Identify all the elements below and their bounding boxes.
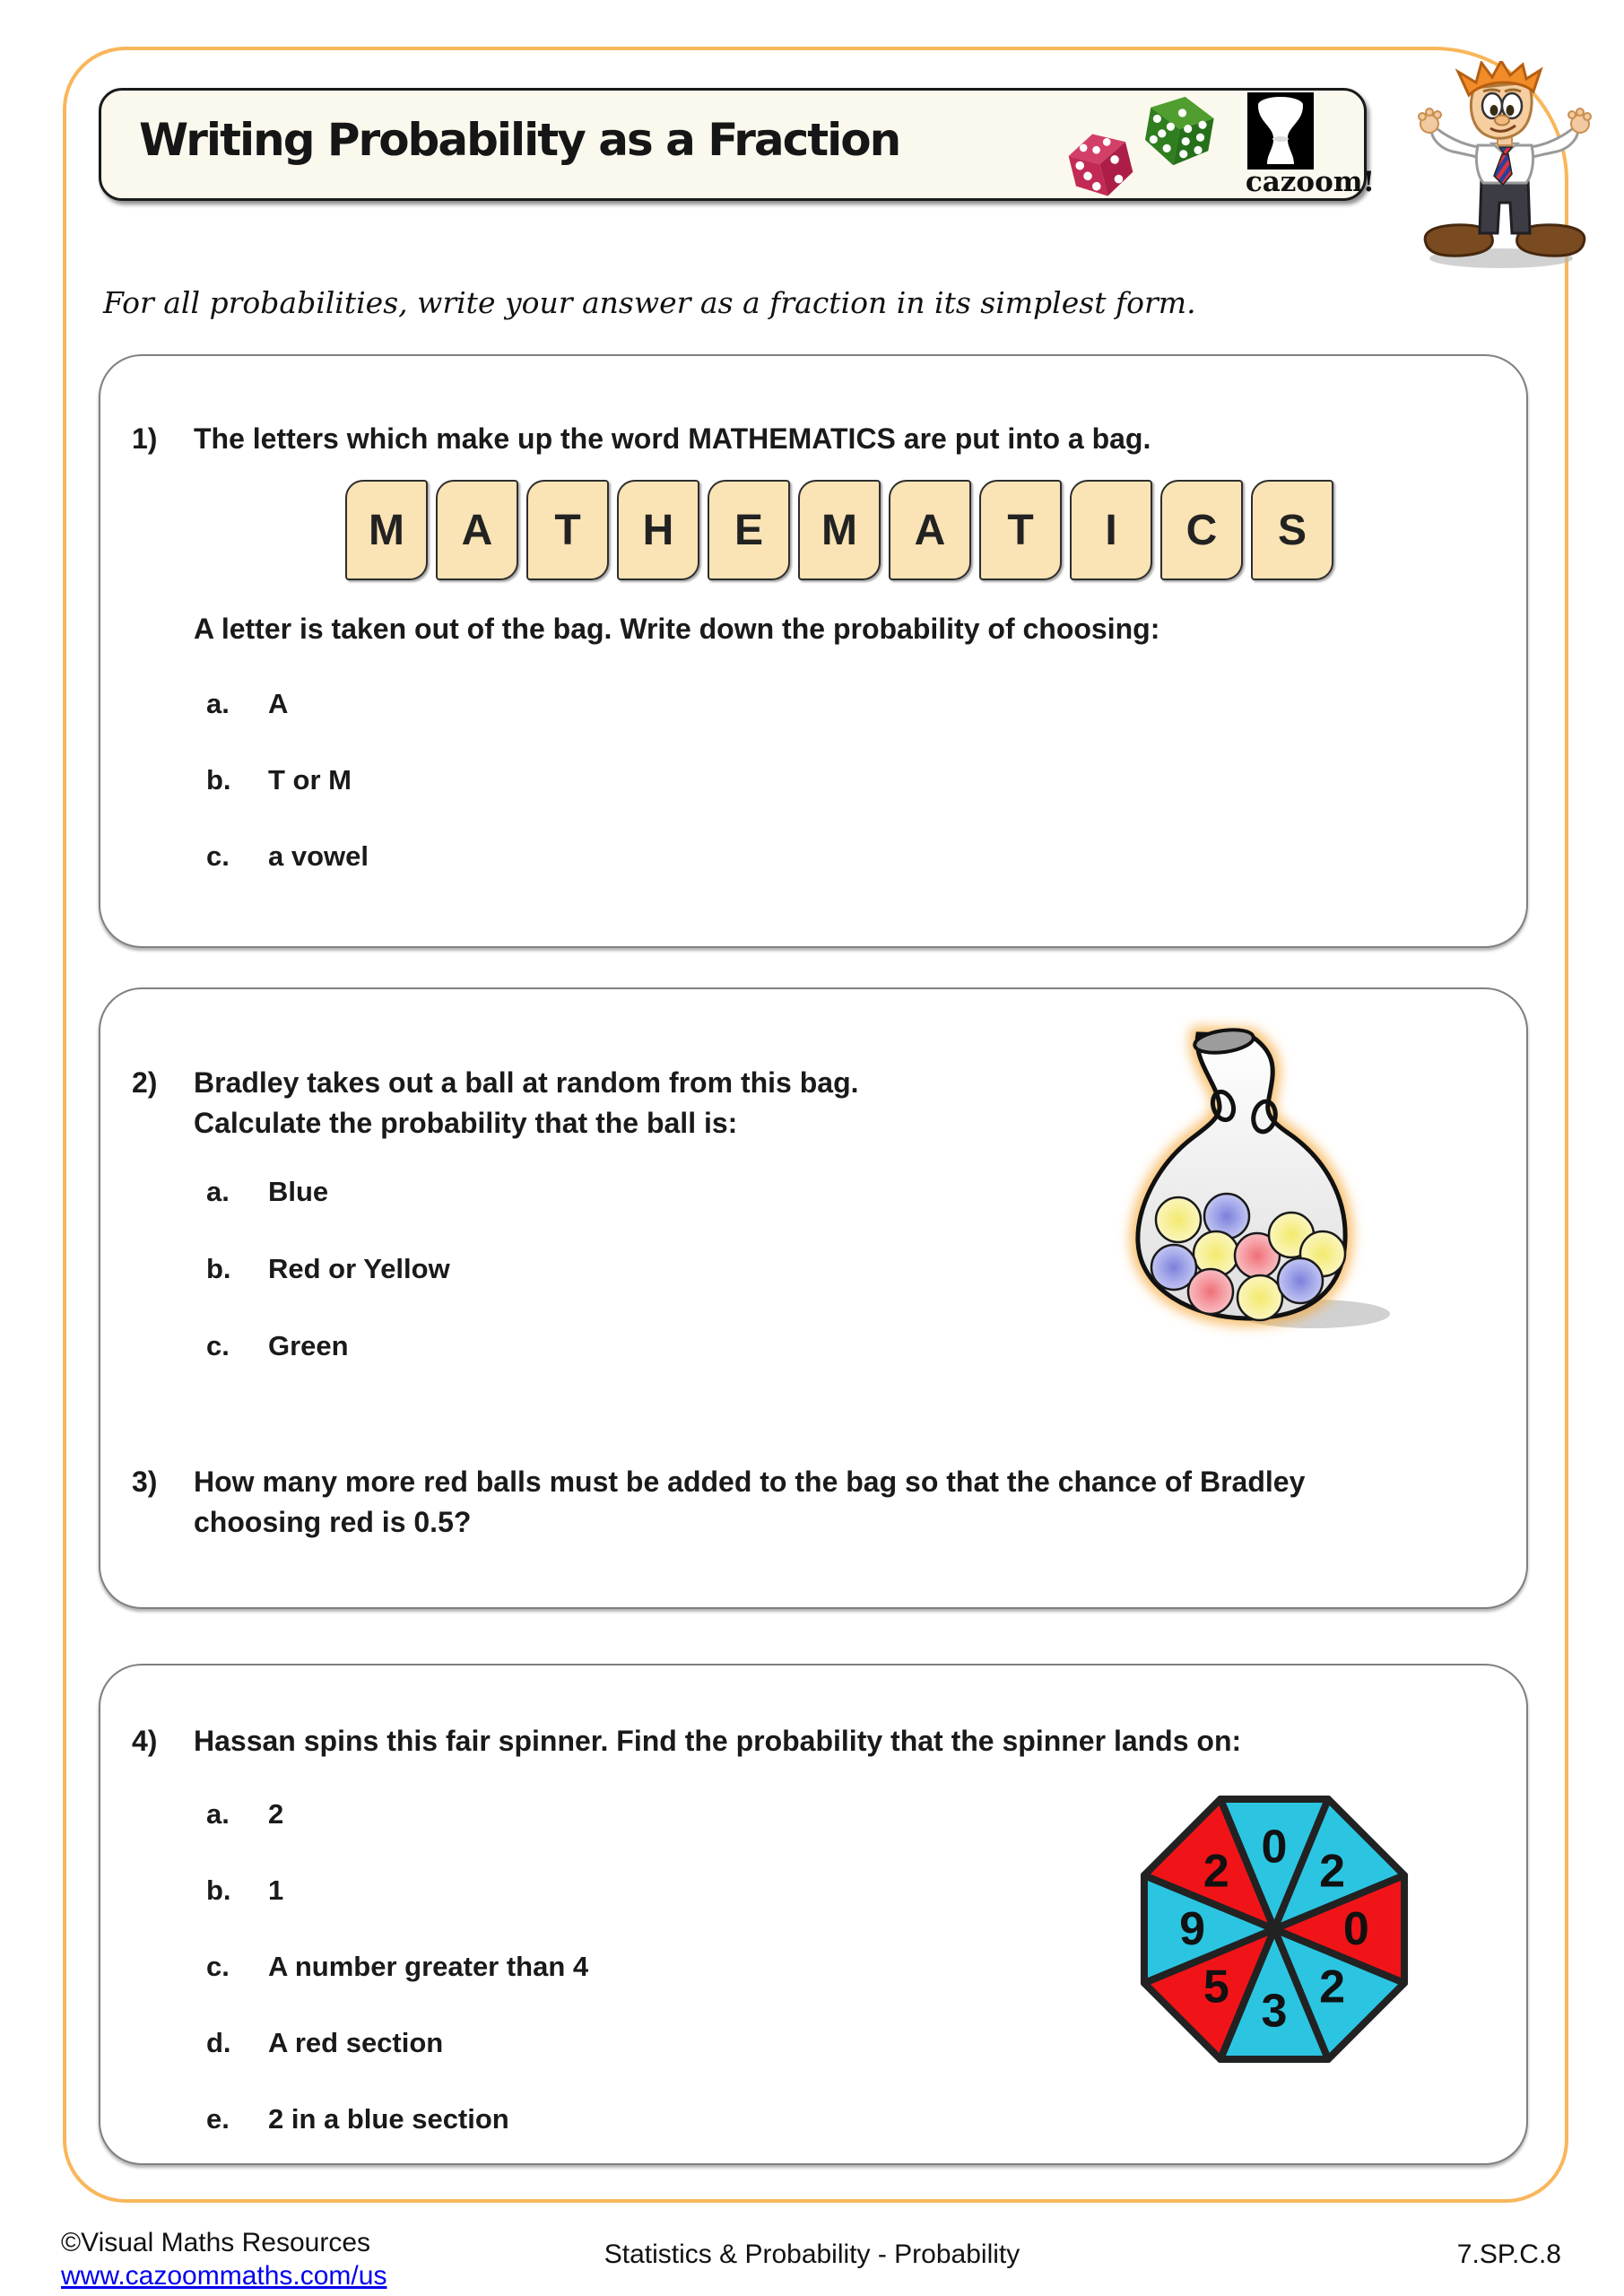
copyright-text: ©Visual Maths Resources — [61, 2228, 371, 2257]
bag-of-balls-figure — [1112, 1016, 1390, 1348]
item-letter: c. — [206, 1330, 230, 1361]
item-text: A number greater than 4 — [268, 1951, 589, 1982]
letter-tile: A — [436, 480, 518, 580]
question-number: 4) — [132, 1725, 158, 1757]
mascot-character — [1410, 61, 1600, 274]
page-title: Writing Probability as a Fraction — [139, 114, 900, 166]
letter-tile: M — [798, 480, 881, 580]
item-text: Red or Yellow — [268, 1253, 450, 1284]
question-text: Bradley takes out a ball at random from this bag. Calculate the probability that the ball is: — [194, 1066, 859, 1139]
letter-tile: M — [345, 480, 428, 580]
yellow-ball — [1238, 1275, 1282, 1320]
item-text: 2 — [268, 1798, 284, 1830]
green-die-icon — [1127, 73, 1233, 178]
cazoom-logo-text: cazoom! — [1245, 166, 1376, 198]
item-text: 2 in a blue section — [268, 2103, 509, 2135]
header-banner — [99, 88, 1376, 201]
item-text: a vowel — [268, 840, 369, 872]
question-text: How many more red balls must be added to the bag so that the chance of Bradley choosing red is 0.5? — [194, 1465, 1306, 1538]
letter-tile: I — [1070, 480, 1152, 580]
letter-tile: C — [1160, 480, 1243, 580]
question-text: Hassan spins this fair spinner. Find the probability that the spinner lands on: — [194, 1725, 1242, 1757]
letter-tile: A — [889, 480, 971, 580]
red-ball — [1188, 1269, 1233, 1314]
spinner-section-value: 2 — [1203, 1845, 1229, 1898]
item-text: T or M — [268, 764, 352, 796]
blue-ball — [1278, 1258, 1323, 1303]
item-letter: e. — [206, 2103, 230, 2135]
item-text: A — [268, 688, 289, 719]
spinner-section-value: 9 — [1179, 1903, 1206, 1955]
question-number: 1) — [132, 422, 158, 455]
letter-tile: E — [708, 480, 790, 580]
item-letter: c. — [206, 840, 230, 872]
letter-tile: S — [1251, 480, 1333, 580]
item-letter: d. — [206, 2027, 231, 2058]
instruction-text: For all probabilities, write your answer as a fraction in its simplest form. — [103, 285, 1196, 320]
spinner-section-value: 0 — [1342, 1903, 1369, 1955]
question-box-2 — [99, 987, 1528, 1609]
item-letter: a. — [206, 1176, 230, 1207]
cazoom-link[interactable]: www.cazoommaths.com/us — [61, 2261, 387, 2291]
spinner-section-value: 5 — [1203, 1961, 1229, 2013]
spinner-section-value: 2 — [1319, 1845, 1346, 1898]
question-number: 2) — [132, 1066, 158, 1099]
letter-tiles — [345, 480, 1333, 580]
letter-tile: H — [617, 480, 699, 580]
spinner-figure — [1125, 1780, 1423, 2083]
letter-tile: T — [526, 480, 609, 580]
letter-tile: T — [979, 480, 1062, 580]
item-letter: b. — [206, 1253, 231, 1284]
item-text: Blue — [268, 1176, 329, 1207]
item-letter: b. — [206, 1874, 231, 1906]
yellow-ball — [1156, 1197, 1201, 1242]
item-letter: c. — [206, 1951, 230, 1982]
question-box-3 — [99, 1664, 1528, 2165]
item-text: Green — [268, 1330, 349, 1361]
spinner-section-value: 2 — [1319, 1961, 1346, 2013]
item-text: A red section — [268, 2027, 444, 2058]
question-text: The letters which make up the word MATHEMATICS are put into a bag. — [194, 422, 1151, 455]
item-letter: a. — [206, 688, 230, 719]
spinner-section-value: 3 — [1261, 1985, 1288, 2038]
item-letter: a. — [206, 1798, 230, 1830]
item-letter: b. — [206, 764, 231, 796]
question-number: 3) — [132, 1465, 158, 1498]
spinner-section-value: 0 — [1261, 1821, 1288, 1874]
footer-standard-code: 7.SP.C.8 — [1456, 2239, 1561, 2269]
item-text: 1 — [268, 1874, 284, 1906]
question-box-1: 1) The letters which make up the word MATHEMATICS are put into a bag. M A T H E M A T I C S A letter is taken out of the bag. Write down the probability of choosing: a. A b. T or M c. a vowel — [99, 354, 1528, 948]
footer-category: Statistics & Probability - Probability — [604, 2239, 1020, 2269]
